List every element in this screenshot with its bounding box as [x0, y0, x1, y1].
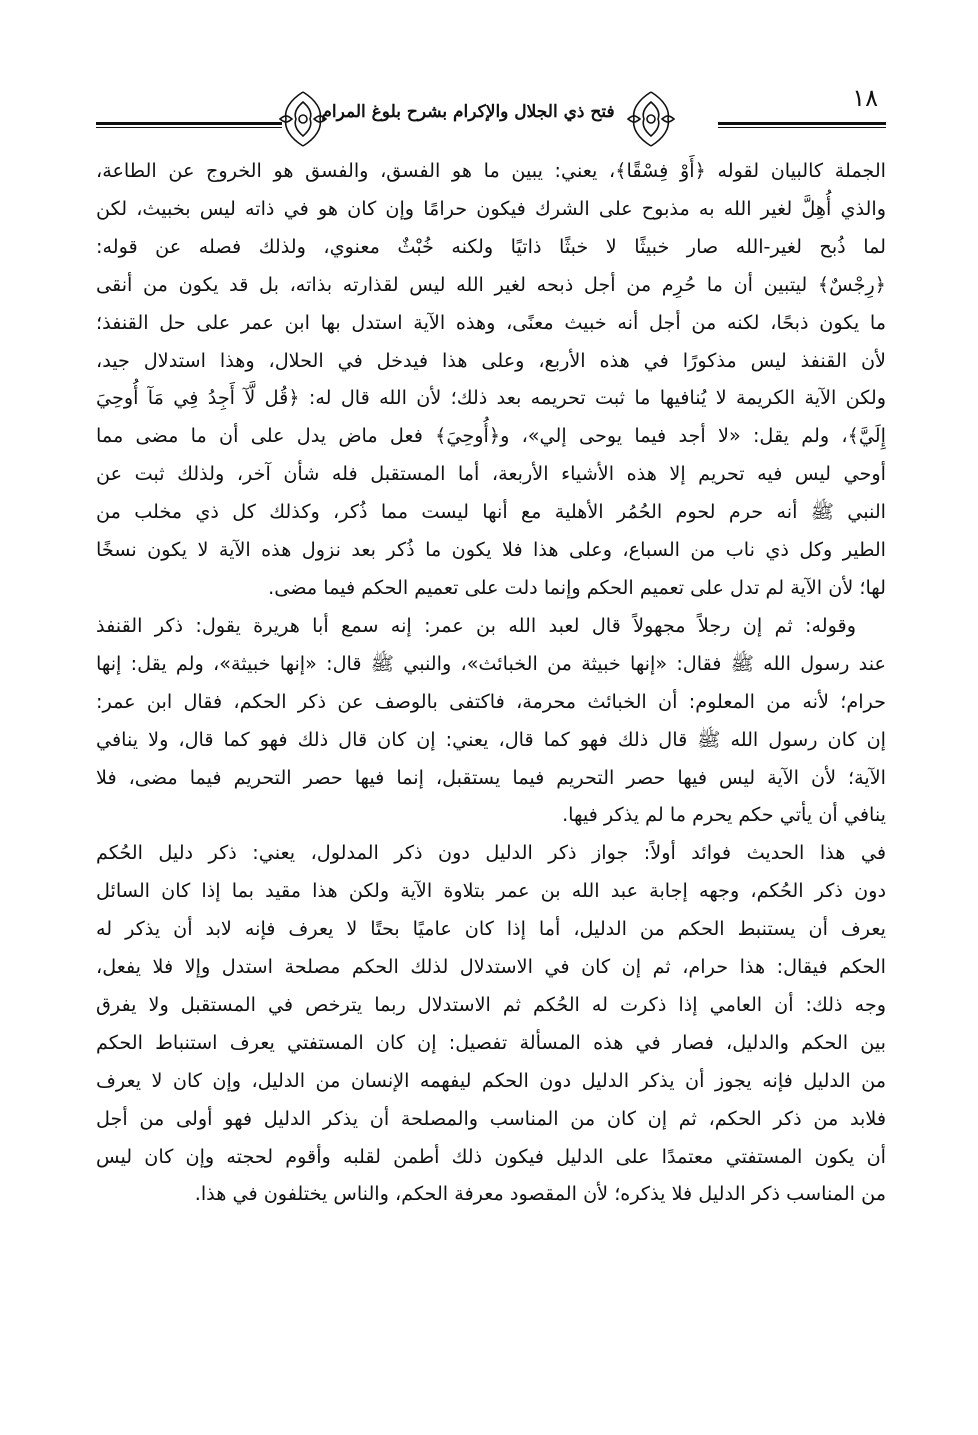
text-line: بين الحكم والدليل، فصار في هذه المسألة تفصيل: إن كان المستفتي يعرف استنباط الحكم	[96, 1030, 886, 1054]
page-body	[96, 152, 886, 1213]
text-line: وقوله: ثم إن رجلاً مجهولاً قال لعبد الله بن عمر: إنه سمع أبا هريرة يقول: ذكر القنفذ	[96, 613, 856, 637]
text-line: الجملة كالبيان لقوله ﴿أَوْ فِسْقًا﴾، يعني: يبين ما هو الفسق، والفسق هو الخروج عن الطاعة،	[96, 159, 886, 182]
text-line: ما يكون ذبحًا، لكنه من أجل أنه خبيث معنًى، وهذه الآية استدل بها ابن عمر على حل القنفذ؛	[96, 310, 886, 334]
text-line: الآية؛ لأن الآية ليس فيها حصر التحريم فيما يستقبل، إنما فيها حصر التحريم فيما مضى، فلا	[96, 765, 886, 789]
ornament-right-icon	[624, 88, 678, 150]
text-line: وجه ذلك: أن العامي إذا ذكرت له الحُكم ثم الاستدلال ربما يترخص في المستقبل ولا يفرق	[96, 992, 886, 1016]
text-line: أن يكون المستفتي معتمدًا على الدليل فيكون ذلك أطمن لقلبه وأقوم لحجته وإن كان ليس	[96, 1144, 886, 1168]
text-line: فلابد من ذكر الحكم، ثم إن كان من المناسب والمصلحة أن يذكر الدليل فهو أولى من أجل	[96, 1106, 886, 1130]
text-line: النبي ﷺ أنه حرم لحوم الحُمُر الأهلية مع أنها ليست مما ذُكر، وكذلك كل ذي مخلب من	[96, 500, 886, 524]
header-rule-right-thin	[718, 127, 886, 128]
text-line: إن كان رسول الله ﷺ قال ذلك فهو كما قال، يعني: إن كان قال ذلك فهو كما قال، ولا ينافي	[96, 727, 886, 751]
text-line: في هذا الحديث فوائد أولاً: جواز ذكر الدليل دون ذكر المدلول، يعني: ذكر دليل الحُكم	[96, 841, 886, 865]
text-line: ﴿رِجْسٌ﴾ ليتبين أن ما حُرِم من أجل ذبحه لغير الله ليس لقذارته بذاته، بل قد يكون من أنقى	[96, 272, 886, 296]
text-line: لما ذُبح لغير-الله صار خبيثًا لا خبثًا ذاتيًا ولكنه خُبْثٌ معنوي، ولذلك فصله عن قوله:	[96, 234, 886, 258]
page-number: ١٨	[852, 84, 878, 112]
header-rule-left-thin	[96, 127, 282, 128]
text-line: إِلَيَّ﴾، ولم يقل: «لا أجد فيما يوحى إلي»، و﴿أُوحِيَ﴾ فعل ماض يدل على أن ما مضى مما	[96, 424, 886, 448]
text-line: يعرف أن يستنبط الحكم من الدليل، أما إذا كان عاميًا بحتًا لا يعرف فإنه لابد أن يذكر له	[96, 917, 886, 941]
text-line: لأن القنفذ ليس مذكورًا في هذه الأربع، وعلى هذا فيدخل في الحلال، وهذا استدلال جيد،	[96, 348, 886, 372]
text-line: عند رسول الله ﷺ فقال: «إنها خبيثة من الخبائث»، والنبي ﷺ قال: «إنها خبيثة»، ولم يقل: إنها	[96, 651, 886, 675]
text-line: ولكن الآية الكريمة لا يُنافيها ما ثبت تحريمه بعد ذلك؛ لأن الله قال له: ﴿قُل لَّآ أَجِدُ فِي مَآ أُوحِيَ	[96, 386, 886, 410]
text-line: الحكم فيقال: هذا حرام، ثم إن كان في الاستدلال لذلك الحكم مصلحة استدل وإلا فلا يفعل،	[96, 955, 886, 979]
text-line: ينافي أن يأتي حكم يحرم ما لم يذكر فيها.	[562, 803, 886, 827]
page-header	[96, 84, 886, 150]
paragraph	[96, 607, 886, 834]
header-rule-left	[96, 122, 282, 125]
text-line: والذي أُهِلَّ لغير الله به مذبوح على الشرك فيكون حرامًا وإن كان هو في ذاته ليس بخبيث، لكن	[96, 196, 886, 220]
text-line: الطير وكل ذي ناب من السباع، وعلى هذا فلا يكون ما ذُكر بعد نزول هذه الآية لا يكون نسخًا	[96, 538, 886, 562]
text-line: حرام؛ لأنه من المعلوم: أن الخبائث محرمة، فاكتفى بالوصف عن ذكر الحكم، فقال ابن عمر:	[96, 689, 886, 713]
text-line: من الدليل فإنه يجوز أن يذكر الدليل دون الحكم ليفهمه الإنسان من الدليل، وإن كان لا يعرف	[96, 1068, 886, 1092]
header-rule-right	[718, 122, 886, 125]
text-line: أوحي ليس فيه تحريم إلا هذه الأشياء الأربعة، أما المستقبل فله شأن آخر، ولذلك ثبت عن	[96, 462, 886, 486]
text-line: دون ذكر الحُكم، وجهه إجابة عبد الله بن عمر بتلاوة الآية ولكن هذا مقيد بما إذا كان السائل	[96, 879, 886, 903]
text-line: من المناسب ذكر الدليل فلا يذكره؛ لأن المقصود معرفة الحكم، والناس يختلفون في هذا.	[194, 1182, 886, 1206]
text-line: لها؛ لأن الآية لم تدل على تعميم الحكم وإنما دلت على تعميم الحكم فيما مضى.	[268, 575, 886, 599]
paragraph	[96, 834, 886, 1213]
book-title: فتح ذي الجلال والإكرام بشرح بلوغ المرام	[321, 102, 615, 122]
paragraph	[96, 152, 886, 607]
